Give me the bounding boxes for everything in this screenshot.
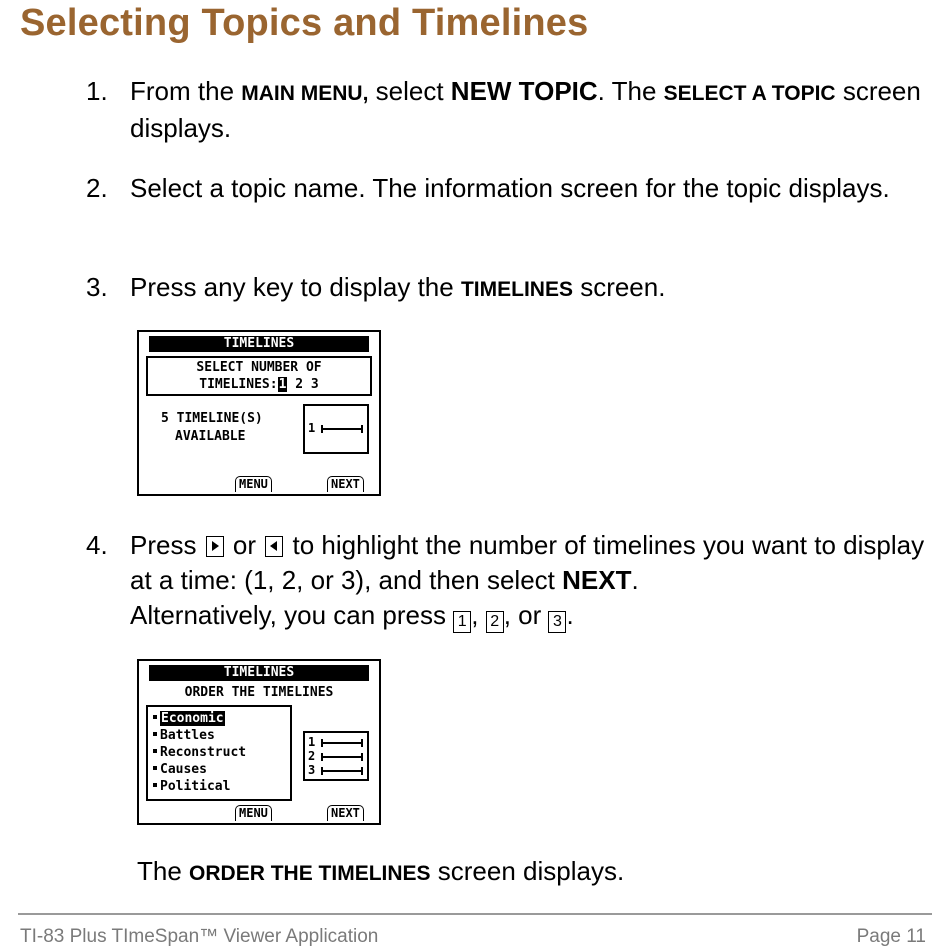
step-2 — [86, 171, 926, 206]
timelines-screen-order — [137, 659, 381, 825]
screen-ref: TIMELINES — [460, 278, 573, 301]
next-softkey[interactable]: NEXT — [327, 476, 364, 492]
key-1-icon: 1 — [453, 611, 471, 633]
topic-list — [146, 705, 292, 801]
available-line-2: AVAILABLE — [175, 429, 246, 444]
step-text: Select a topic name. The information screen for the topic displays. — [130, 173, 890, 203]
step-number: 2. — [86, 173, 108, 203]
key-3-icon: 3 — [548, 611, 566, 633]
list-item-label: Economic — [161, 711, 224, 726]
bullet-icon — [153, 783, 157, 787]
bullet-icon — [153, 732, 157, 736]
list-item[interactable] — [153, 778, 290, 795]
available-text — [161, 410, 263, 446]
timeline-preview — [303, 731, 369, 781]
menu-softkey[interactable]: MENU — [235, 476, 272, 492]
timeline-number: 1 — [308, 735, 316, 749]
text: Press any key to display the — [130, 272, 461, 302]
menu-softkey[interactable]: MENU — [235, 805, 272, 821]
list-item[interactable] — [153, 710, 290, 727]
timeline-line-icon — [321, 428, 363, 430]
step-text — [130, 528, 926, 633]
select-prefix: TIMELINES: — [199, 377, 278, 392]
bullet-icon — [153, 749, 157, 753]
list-item-label: Political — [160, 779, 231, 794]
step-number: 3. — [86, 272, 108, 302]
option-2[interactable]: 2 — [295, 377, 304, 392]
footer-divider — [18, 913, 932, 915]
step-4 — [86, 528, 926, 633]
text: . — [631, 565, 639, 595]
select-label: SELECT NUMBER OF — [196, 360, 322, 375]
right-arrow-key-icon — [206, 536, 224, 557]
left-arrow-key-icon — [265, 536, 283, 557]
timeline-number: 2 — [308, 749, 316, 763]
timeline-number: 3 — [308, 763, 316, 777]
timeline-line-icon — [321, 770, 363, 772]
next-ref: NEXT — [562, 565, 632, 595]
text: Press — [130, 530, 204, 560]
timeline-number: 1 — [308, 421, 316, 435]
text: . — [566, 600, 574, 630]
caption — [137, 856, 624, 887]
timeline-line-icon — [321, 756, 363, 758]
timeline-preview — [303, 404, 369, 454]
next-softkey[interactable]: NEXT — [327, 805, 364, 821]
list-item-label: Reconstruct — [160, 745, 247, 760]
option-3[interactable]: 3 — [310, 377, 319, 392]
key-2-icon: 2 — [486, 611, 504, 633]
list-item[interactable] — [153, 761, 290, 778]
text: . The — [597, 76, 664, 106]
bullet-icon — [153, 766, 157, 770]
step-number: 1. — [86, 76, 108, 106]
text: The — [137, 856, 190, 886]
text: screen displays. — [130, 76, 921, 143]
page-title: Selecting Topics and Timelines — [20, 2, 589, 44]
step-1 — [86, 74, 926, 146]
step-number: 4. — [86, 530, 108, 560]
timeline-row — [308, 422, 363, 436]
bullet-icon — [153, 715, 157, 719]
text: screen. — [572, 272, 666, 302]
step-text — [130, 74, 926, 146]
available-line-1: 5 TIMELINE(S) — [161, 411, 263, 426]
list-item-label: Battles — [160, 728, 215, 743]
timeline-line-icon — [321, 742, 363, 744]
option-1-selected[interactable]: 1 — [278, 377, 287, 392]
screen-header: TIMELINES — [149, 336, 369, 352]
text: From the — [130, 76, 242, 106]
menu-ref: MAIN MENU, — [241, 82, 369, 105]
text: Alternatively, you can press — [130, 600, 454, 630]
list-item[interactable] — [153, 744, 290, 761]
text: screen displays. — [430, 856, 625, 886]
text: , — [471, 600, 486, 630]
timelines-screen-select-number — [137, 330, 381, 496]
order-subtitle: ORDER THE TIMELINES — [184, 685, 334, 700]
step-3 — [86, 270, 926, 307]
text: select — [368, 76, 451, 106]
text: or — [225, 530, 264, 560]
list-item[interactable] — [153, 727, 290, 744]
screen-header: TIMELINES — [149, 665, 369, 681]
timeline-row — [308, 764, 363, 778]
text: , or — [503, 600, 549, 630]
text: to highlight the number of timelines you want to display at a time: (1, 2, or 3), and then select — [130, 530, 925, 595]
screen-ref: ORDER THE TIMELINES — [189, 862, 431, 885]
list-item-label: Causes — [160, 762, 207, 777]
timeline-row — [308, 750, 363, 764]
select-options — [148, 376, 370, 393]
page-number: Page 11 — [856, 926, 926, 947]
select-number-box — [146, 356, 372, 396]
timeline-row — [308, 736, 363, 750]
footer-title: TI-83 Plus TImeSpan™ Viewer Application — [20, 926, 379, 947]
menu-ref: NEW TOPIC — [450, 76, 598, 106]
step-text — [130, 270, 926, 307]
screen-ref: SELECT A TOPIC — [663, 82, 836, 105]
